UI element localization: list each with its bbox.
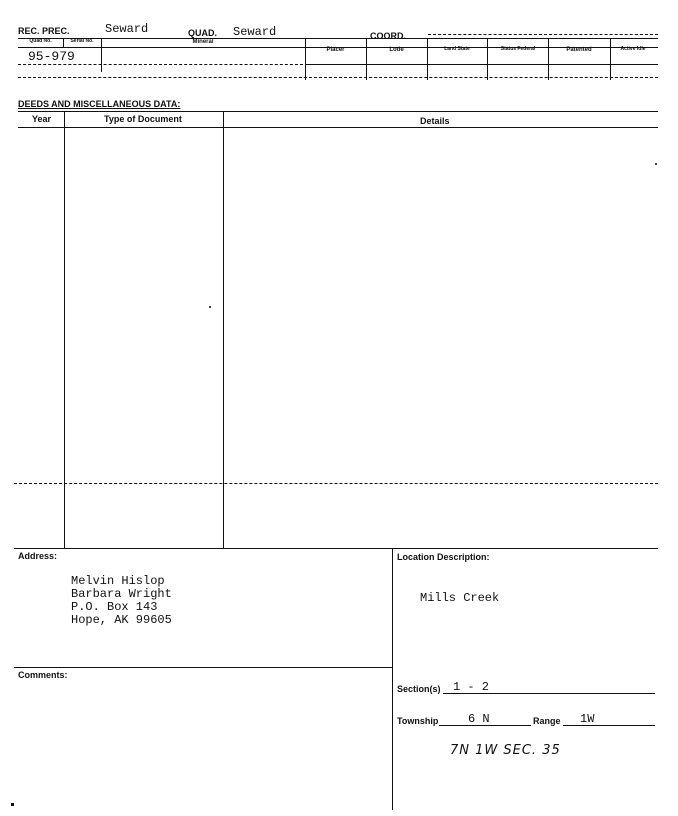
rec-prec-value: Seward [105,22,149,36]
comments-label: Comments: [18,670,68,680]
col-placer: Placer [326,47,345,53]
table-dash-left [18,64,308,65]
address-location-divider [392,548,393,810]
range-blank [563,725,655,726]
location-label: Location Description: [397,552,490,562]
comments-top-rule [14,667,392,668]
address-line: Hope, AK 99605 [71,613,172,627]
col-status-federal: Status Federal [500,46,536,52]
section-value: 1 - 2 [453,680,490,694]
address-top-rule [14,548,658,549]
col-patented: Patented [566,47,592,53]
deeds-col-type: Type of Document [104,114,182,124]
deeds-title: DEEDS AND MISCELLANEOUS DATA: [18,99,181,109]
deeds-col-details: Details [420,116,450,126]
location-value: Mills Creek [420,591,500,605]
township-label: Township [397,716,439,726]
col-active-idle: Active Idle [620,46,646,52]
address-line: P.O. Box 143 [71,600,158,614]
deeds-header-rule [18,127,658,128]
divider-lode [427,38,428,80]
deeds-col-year: Year [32,114,52,124]
address-label: Address: [18,551,58,561]
table-bottom-dash [18,77,658,78]
address-line: Melvin Hislop [71,574,165,588]
range-value: 1W [580,712,595,726]
col-mineral: Mineral [192,39,214,45]
scan-speck [11,803,14,806]
col-serial-no: Serial No. [70,38,94,44]
deeds-dash-rule [14,483,658,484]
scan-speck [655,163,657,165]
handwritten-note: 7N 1W SEC. 35 [450,743,561,758]
scan-speck [209,306,211,308]
col-land-state: Land State [444,46,470,52]
section-label: Section(s) [397,684,441,694]
table-row-rule [308,64,658,65]
address-block [71,575,172,627]
quad-label: QUAD. [188,28,217,38]
divider-mineral [305,38,306,80]
divider-land [487,38,488,80]
coord-blank [428,34,658,35]
rec-prec-label: REC. PREC. [18,26,70,36]
coord-label: COORD. [370,31,406,41]
quad-value: Seward [233,25,277,39]
address-line: Barbara Wright [71,587,172,601]
table-top-rule [18,38,658,39]
col-lode: Lode [389,47,404,53]
range-label: Range [533,716,561,726]
serial-number: 95-979 [28,49,75,64]
deeds-top-rule [18,111,658,112]
divider-placer [366,38,367,80]
col-quad-no: Quad No. [29,38,52,44]
divider-patented [610,38,611,80]
divider-status [548,38,549,80]
township-value: 6 N [468,712,490,726]
